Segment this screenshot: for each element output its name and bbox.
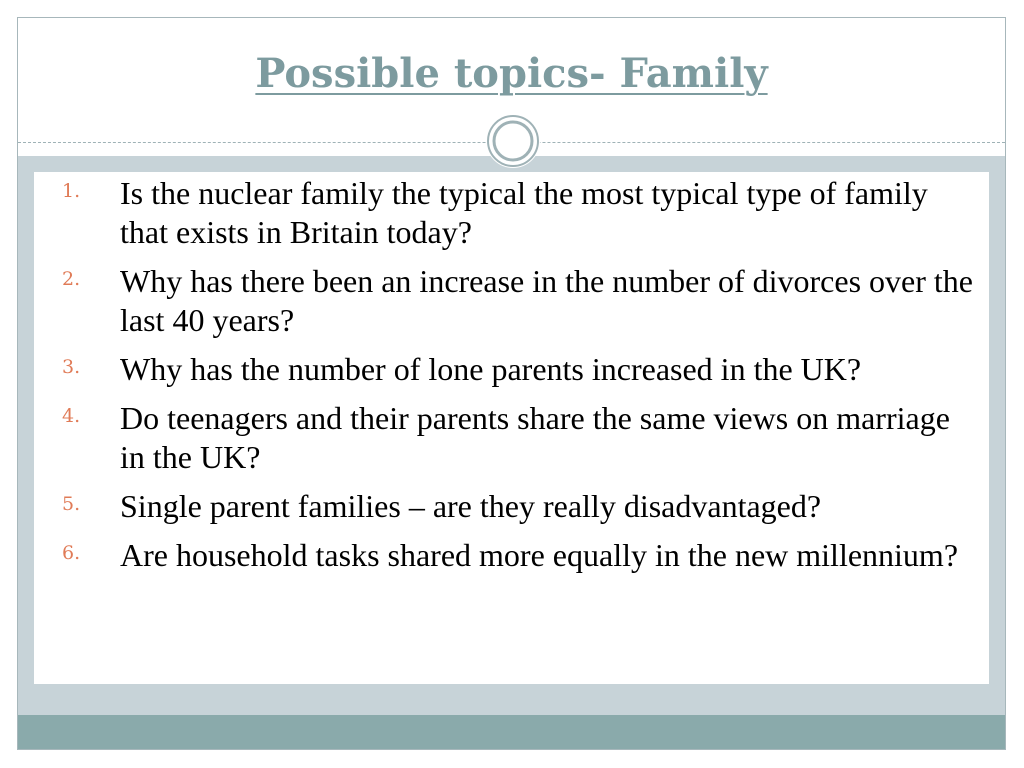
list-item-text: Why has there been an increase in the number of divorces over the last 40 years? [120, 263, 973, 338]
list-item-number: 4. [62, 405, 81, 427]
list-item [46, 399, 981, 477]
list-item-text: Why has the number of lone parents increased in the UK? [120, 351, 862, 387]
list-item [46, 262, 981, 340]
list-item-number: 6. [62, 542, 81, 564]
list-item [46, 350, 981, 389]
list-item [46, 487, 981, 526]
list-item-text: Are household tasks shared more equally in the new millennium? [120, 537, 959, 573]
topic-list [46, 174, 981, 585]
slide-title: Possible topics- Family [255, 50, 768, 97]
content-box [34, 172, 989, 684]
list-item-text: Is the nuclear family the typical the most typical type of family that exists in Britain today? [120, 175, 928, 250]
double-ring-icon [486, 114, 540, 168]
footer-band [18, 715, 1005, 749]
list-item-number: 5. [62, 493, 81, 515]
list-item-number: 2. [62, 268, 81, 290]
slide [17, 17, 1006, 750]
list-item [46, 536, 981, 575]
list-item-text: Single parent families – are they really disadvantaged? [120, 488, 822, 524]
list-item-number: 1. [62, 180, 81, 202]
content-band [18, 156, 1005, 715]
list-item-text: Do teenagers and their parents share the same views on marriage in the UK? [120, 400, 950, 475]
list-item [46, 174, 981, 252]
list-item-number: 3. [62, 356, 81, 378]
